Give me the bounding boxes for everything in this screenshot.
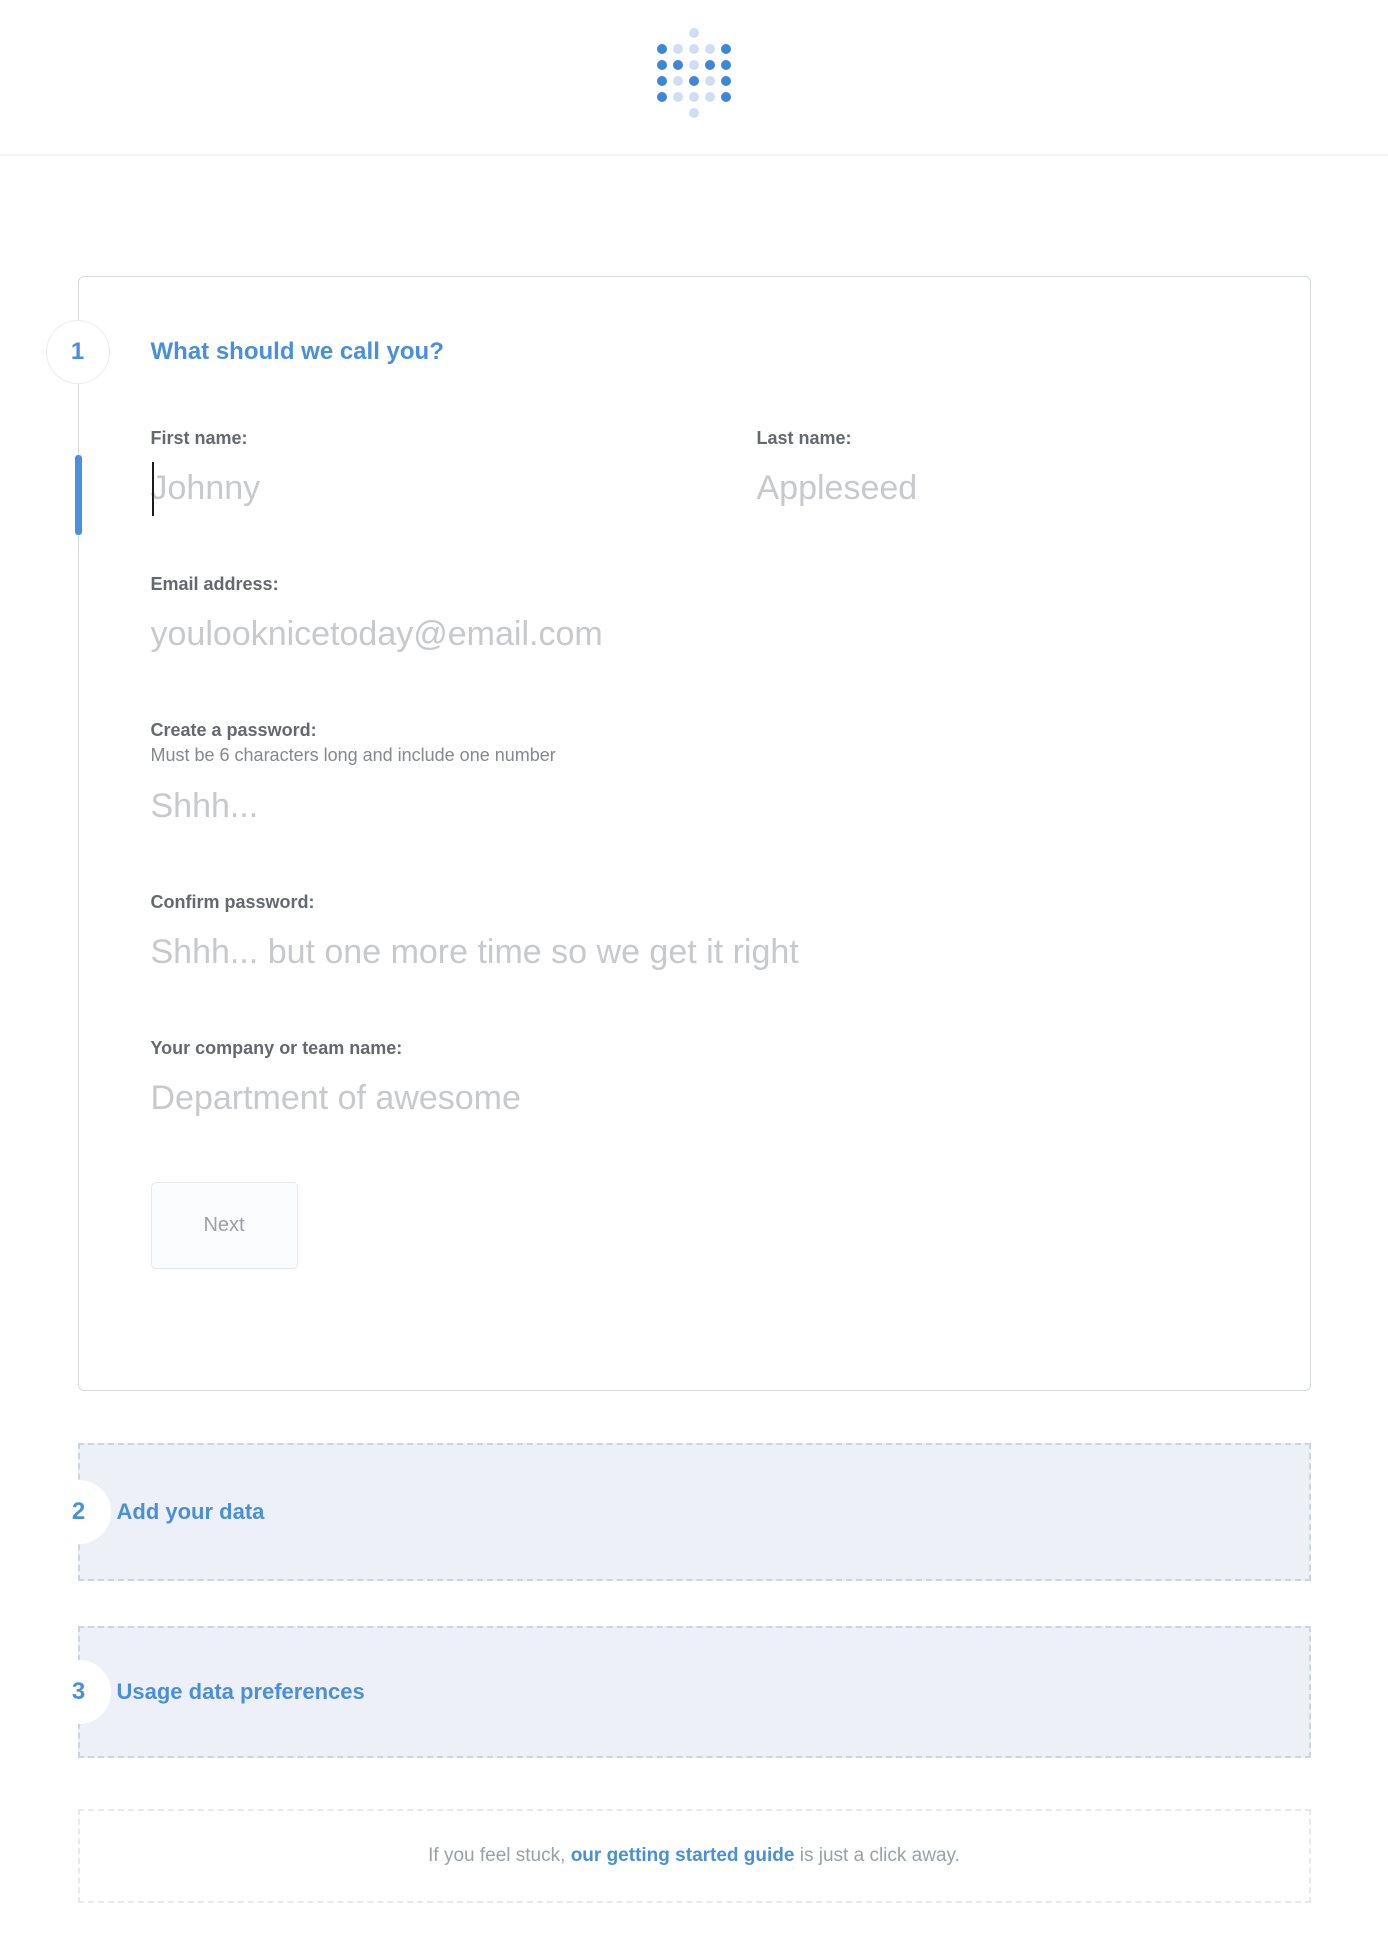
password-hint: Must be 6 characters long and include one number (150, 745, 556, 765)
confirm-password-input-wrap (151, 926, 1238, 978)
step2-number: 2 (71, 1498, 86, 1525)
brand-logo-icon (657, 28, 731, 118)
step3-section[interactable] (71, 1626, 1311, 1758)
next-button[interactable]: Next (151, 1182, 298, 1269)
first-name-input-wrap (151, 462, 757, 514)
step2-title: Add your data (116, 1499, 265, 1524)
password-input[interactable] (151, 780, 1238, 832)
name-fields-row (151, 427, 1238, 514)
first-name-field (151, 427, 757, 514)
last-name-input[interactable] (757, 462, 1238, 514)
password-label: Create a password: (150, 720, 317, 740)
help-footer-text (428, 1845, 960, 1867)
company-input-wrap (151, 1072, 1238, 1124)
step1-card (70, 276, 1311, 1391)
help-text-prefix: If you feel stuck, (428, 1845, 571, 1866)
confirm-password-label: Confirm password: (150, 892, 315, 912)
email-input-wrap (151, 608, 1238, 660)
password-input-wrap (151, 780, 1238, 832)
company-field (151, 1037, 1238, 1124)
last-name-input-wrap (757, 462, 1238, 514)
step2-number-badge (47, 1480, 111, 1544)
step1-number: 1 (70, 338, 85, 365)
email-label: Email address: (150, 574, 279, 594)
step1-number-badge (46, 320, 110, 384)
first-name-input[interactable] (151, 462, 757, 514)
help-text-suffix: is just a click away. (794, 1845, 960, 1866)
company-input[interactable] (151, 1072, 1238, 1124)
active-field-accent-bar (75, 455, 82, 535)
step3-number: 3 (71, 1678, 86, 1705)
header (0, 0, 1388, 156)
step3-number-badge (47, 1660, 111, 1724)
company-label: Your company or team name: (150, 1038, 403, 1058)
confirm-password-field (151, 891, 1238, 978)
confirm-password-input[interactable] (151, 926, 1238, 978)
last-name-label: Last name: (756, 428, 852, 448)
help-footer (78, 1809, 1311, 1903)
email-input[interactable] (151, 608, 1238, 660)
password-field (151, 719, 1238, 832)
first-name-label: First name: (150, 428, 248, 448)
getting-started-guide-link[interactable]: our getting started guide (570, 1845, 795, 1866)
email-field (151, 573, 1238, 660)
step2-section[interactable] (71, 1443, 1311, 1581)
step3-title: Usage data preferences (116, 1679, 365, 1704)
last-name-field (757, 427, 1238, 514)
step1-title: What should we call you? (150, 338, 444, 365)
text-cursor-caret (152, 462, 154, 516)
